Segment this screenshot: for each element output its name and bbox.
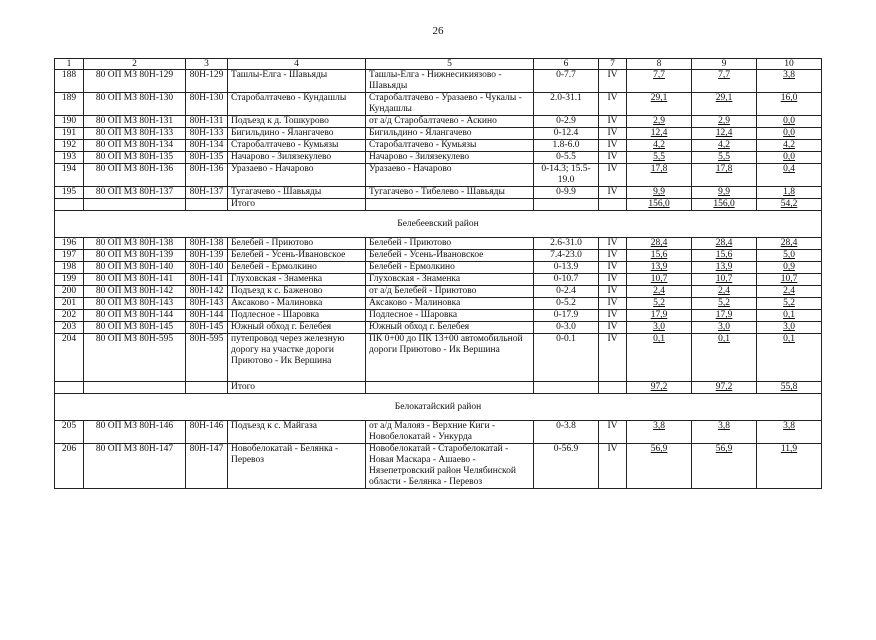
- row-number: 197: [55, 250, 84, 262]
- row-number: 191: [55, 128, 84, 140]
- road-id: 80Н-138: [186, 238, 228, 250]
- category: IV: [599, 128, 627, 140]
- length-value: 2,4: [692, 286, 757, 298]
- length-paved: 2,4: [757, 286, 822, 298]
- row-number: 200: [55, 286, 84, 298]
- length-value: 13,9: [692, 262, 757, 274]
- roads-table: [54, 58, 822, 489]
- length-total: 12,4: [627, 128, 692, 140]
- road-name: Южный обход г. Белебея: [228, 322, 366, 334]
- road-name: Старобалтачево - Кундашлы: [228, 93, 366, 116]
- row-number: 193: [55, 152, 84, 164]
- km-range: 0-0.1: [534, 334, 599, 382]
- road-code: 80 ОП МЗ 80Н-137: [84, 187, 186, 199]
- table-row: [55, 298, 822, 310]
- length-value: 5,2: [692, 298, 757, 310]
- length-value: 12,4: [692, 128, 757, 140]
- road-name: Начарово - Зилязекулево: [228, 152, 366, 164]
- row-number: 199: [55, 274, 84, 286]
- length-paved: 0,1: [757, 334, 822, 382]
- row-number: 204: [55, 334, 84, 382]
- category: IV: [599, 187, 627, 199]
- row-number: 205: [55, 421, 84, 444]
- col-header: 5: [366, 59, 534, 70]
- road-name: Старобалтачево - Кумьязы: [228, 140, 366, 152]
- category: IV: [599, 334, 627, 382]
- road-id: 80Н-139: [186, 250, 228, 262]
- row-number: 203: [55, 322, 84, 334]
- length-value: 7,7: [692, 70, 757, 93]
- district-title: Белокатайский район: [55, 394, 822, 421]
- road-route: от а/д Старобалтачево - Аскино: [366, 116, 534, 128]
- road-route: Старобалтачево - Кумьязы: [366, 140, 534, 152]
- km-range: 0-5.5: [534, 152, 599, 164]
- table-row: [55, 70, 822, 93]
- length-paved: 3,0: [757, 322, 822, 334]
- road-code: 80 ОП МЗ 80Н-143: [84, 298, 186, 310]
- length-value: 3,8: [692, 421, 757, 444]
- length-paved: 10,7: [757, 274, 822, 286]
- road-id: 80Н-140: [186, 262, 228, 274]
- road-id: 80Н-136: [186, 164, 228, 187]
- length-total: 5,2: [627, 298, 692, 310]
- road-id: 80Н-135: [186, 152, 228, 164]
- km-range: 0-7.7: [534, 70, 599, 93]
- length-total: 15,6: [627, 250, 692, 262]
- table-row: [55, 187, 822, 199]
- length-total: 5,5: [627, 152, 692, 164]
- length-value: 15,6: [692, 250, 757, 262]
- road-route: Аксаково - Малиновка: [366, 298, 534, 310]
- category: IV: [599, 286, 627, 298]
- length-paved: 16,0: [757, 93, 822, 116]
- total-label: Итого: [228, 382, 366, 394]
- row-number: 198: [55, 262, 84, 274]
- category: IV: [599, 310, 627, 322]
- total-label: Итого: [228, 199, 366, 211]
- length-paved: 4,2: [757, 140, 822, 152]
- road-route: Новобелокатай - Старобелокатай - Новая Маскара - Ашаево - Нязепетровский район Челябинской области - Белянка - Перевоз: [366, 444, 534, 489]
- col-header: 2: [84, 59, 186, 70]
- km-range: 0-3.8: [534, 421, 599, 444]
- road-code: 80 ОП МЗ 80Н-133: [84, 128, 186, 140]
- road-name: Бигильдино - Ялангачево: [228, 128, 366, 140]
- km-range: 0-56.9: [534, 444, 599, 489]
- km-range: 0-12.4: [534, 128, 599, 140]
- km-range: 0-13.9: [534, 262, 599, 274]
- length-value: 56,9: [692, 444, 757, 489]
- table-row: [55, 250, 822, 262]
- category: IV: [599, 116, 627, 128]
- total-value: 97,2: [692, 382, 757, 394]
- road-code: 80 ОП МЗ 80Н-146: [84, 421, 186, 444]
- length-value: 2,9: [692, 116, 757, 128]
- length-paved: 1,8: [757, 187, 822, 199]
- total-paved: 55,8: [757, 382, 822, 394]
- km-range: 0-9.9: [534, 187, 599, 199]
- table-body: [55, 70, 822, 489]
- category: IV: [599, 140, 627, 152]
- category: IV: [599, 152, 627, 164]
- km-range: 0-10.7: [534, 274, 599, 286]
- road-code: 80 ОП МЗ 80Н-138: [84, 238, 186, 250]
- road-name: Белебей - Ермолкино: [228, 262, 366, 274]
- road-name: Подлесное - Шаровка: [228, 310, 366, 322]
- road-id: 80Н-131: [186, 116, 228, 128]
- table-row: [55, 286, 822, 298]
- road-code: 80 ОП МЗ 80Н-140: [84, 262, 186, 274]
- road-code: 80 ОП МЗ 80Н-139: [84, 250, 186, 262]
- length-total: 2,4: [627, 286, 692, 298]
- length-total: 29,1: [627, 93, 692, 116]
- road-route: Подлесное - Шаровка: [366, 310, 534, 322]
- empty-cell: [599, 382, 627, 394]
- road-id: 80Н-142: [186, 286, 228, 298]
- length-total: 7,7: [627, 70, 692, 93]
- road-name: Подъезд к с. Баженово: [228, 286, 366, 298]
- road-name: Новобелокатай - Белянка - Перевоз: [228, 444, 366, 489]
- road-id: 80Н-134: [186, 140, 228, 152]
- road-name: Белебей - Усень-Ивановское: [228, 250, 366, 262]
- length-paved: 0,0: [757, 128, 822, 140]
- km-range: 0-3.0: [534, 322, 599, 334]
- road-code: 80 ОП МЗ 80Н-595: [84, 334, 186, 382]
- road-route: от а/д Малояз - Верхние Киги - Новобелокатай - Ункурда: [366, 421, 534, 444]
- empty-cell: [599, 199, 627, 211]
- road-id: 80Н-133: [186, 128, 228, 140]
- empty-cell: [55, 199, 84, 211]
- length-paved: 5,0: [757, 250, 822, 262]
- length-value: 17,8: [692, 164, 757, 187]
- length-total: 9,9: [627, 187, 692, 199]
- length-paved: 0,1: [757, 310, 822, 322]
- road-name: Подъезд к с. Майгаза: [228, 421, 366, 444]
- row-number: 190: [55, 116, 84, 128]
- road-name: Тугагачево - Шавьяды: [228, 187, 366, 199]
- length-paved: 0,0: [757, 152, 822, 164]
- table-row: [55, 238, 822, 250]
- road-route: Ташлы-Елга - Нижнесикиязово - Шавьяды: [366, 70, 534, 93]
- road-route: Белебей - Ермолкино: [366, 262, 534, 274]
- length-paved: 0,9: [757, 262, 822, 274]
- empty-cell: [534, 199, 599, 211]
- road-code: 80 ОП МЗ 80Н-131: [84, 116, 186, 128]
- length-value: 9,9: [692, 187, 757, 199]
- length-paved: 3,8: [757, 421, 822, 444]
- road-code: 80 ОП МЗ 80Н-130: [84, 93, 186, 116]
- road-id: 80Н-130: [186, 93, 228, 116]
- road-route: Бигильдино - Ялангачево: [366, 128, 534, 140]
- category: IV: [599, 70, 627, 93]
- category: IV: [599, 164, 627, 187]
- road-id: 80Н-146: [186, 421, 228, 444]
- road-name: Ташлы-Елга - Шавьяды: [228, 70, 366, 93]
- row-number: 194: [55, 164, 84, 187]
- category: IV: [599, 444, 627, 489]
- length-value: 4,2: [692, 140, 757, 152]
- total-paved: 54,2: [757, 199, 822, 211]
- table-row: [55, 421, 822, 444]
- length-value: 3,0: [692, 322, 757, 334]
- road-id: 80Н-141: [186, 274, 228, 286]
- length-total: 2,9: [627, 116, 692, 128]
- total-value: 156,0: [692, 199, 757, 211]
- length-total: 56,9: [627, 444, 692, 489]
- category: IV: [599, 274, 627, 286]
- road-code: 80 ОП МЗ 80Н-147: [84, 444, 186, 489]
- road-route: Белебей - Приютово: [366, 238, 534, 250]
- col-header: 1: [55, 59, 84, 70]
- length-total: 17,8: [627, 164, 692, 187]
- road-code: 80 ОП МЗ 80Н-142: [84, 286, 186, 298]
- km-range: 7.4-23.0: [534, 250, 599, 262]
- road-name: Глуховская - Знаменка: [228, 274, 366, 286]
- category: IV: [599, 250, 627, 262]
- km-range: 0-5.2: [534, 298, 599, 310]
- district-row: [55, 211, 822, 238]
- empty-cell: [186, 382, 228, 394]
- road-route: ПК 0+00 до ПК 13+00 автомобильной дороги Приютово - Ик Вершина: [366, 334, 534, 382]
- length-total: 28,4: [627, 238, 692, 250]
- length-paved: 3,8: [757, 70, 822, 93]
- total-length: 156,0: [627, 199, 692, 211]
- length-paved: 5,2: [757, 298, 822, 310]
- road-code: 80 ОП МЗ 80Н-141: [84, 274, 186, 286]
- col-header: 7: [599, 59, 627, 70]
- empty-cell: [534, 382, 599, 394]
- length-paved: 0,0: [757, 116, 822, 128]
- table-row: [55, 444, 822, 489]
- road-name: Подъезд к д. Тошкурово: [228, 116, 366, 128]
- category: IV: [599, 262, 627, 274]
- total-row: [55, 199, 822, 211]
- road-id: 80Н-147: [186, 444, 228, 489]
- road-route: Южный обход г. Белебея: [366, 322, 534, 334]
- length-value: 28,4: [692, 238, 757, 250]
- road-name: путепровод через железную дорогу на участке дороги Приютово - Ик Вершина: [228, 334, 366, 382]
- road-route: от а/д Белебей - Приютово: [366, 286, 534, 298]
- length-total: 3,8: [627, 421, 692, 444]
- km-range: 0-2.9: [534, 116, 599, 128]
- empty-cell: [366, 382, 534, 394]
- col-header: 4: [228, 59, 366, 70]
- road-name: Аксаково - Малиновка: [228, 298, 366, 310]
- table-row: [55, 334, 822, 382]
- length-paved: 11,9: [757, 444, 822, 489]
- category: IV: [599, 421, 627, 444]
- table-row: [55, 322, 822, 334]
- km-range: 2.6-31.0: [534, 238, 599, 250]
- empty-cell: [366, 199, 534, 211]
- row-number: 196: [55, 238, 84, 250]
- road-id: 80Н-129: [186, 70, 228, 93]
- table-row: [55, 116, 822, 128]
- length-total: 10,7: [627, 274, 692, 286]
- road-id: 80Н-143: [186, 298, 228, 310]
- km-range: 1.8-6.0: [534, 140, 599, 152]
- table-row: [55, 128, 822, 140]
- district-row: [55, 394, 822, 421]
- row-number: 188: [55, 70, 84, 93]
- col-header: 8: [627, 59, 692, 70]
- km-range: 0-17.9: [534, 310, 599, 322]
- length-total: 17,9: [627, 310, 692, 322]
- row-number: 202: [55, 310, 84, 322]
- page-number: 26: [432, 25, 444, 37]
- category: IV: [599, 298, 627, 310]
- length-total: 13,9: [627, 262, 692, 274]
- road-route: Белебей - Усень-Ивановское: [366, 250, 534, 262]
- table-row: [55, 274, 822, 286]
- road-id: 80Н-137: [186, 187, 228, 199]
- road-code: 80 ОП МЗ 80Н-145: [84, 322, 186, 334]
- road-name: Уразаево - Начарово: [228, 164, 366, 187]
- road-route: Тугагачево - Тибелево - Шавьяды: [366, 187, 534, 199]
- length-total: 4,2: [627, 140, 692, 152]
- length-total: 3,0: [627, 322, 692, 334]
- col-header: 3: [186, 59, 228, 70]
- road-code: 80 ОП МЗ 80Н-144: [84, 310, 186, 322]
- row-number: 201: [55, 298, 84, 310]
- km-range: 0-2.4: [534, 286, 599, 298]
- table-row: [55, 310, 822, 322]
- table-row: [55, 93, 822, 116]
- length-value: 5,5: [692, 152, 757, 164]
- header-row: [55, 59, 822, 70]
- category: IV: [599, 238, 627, 250]
- row-number: 189: [55, 93, 84, 116]
- length-paved: 28,4: [757, 238, 822, 250]
- length-value: 10,7: [692, 274, 757, 286]
- empty-cell: [84, 382, 186, 394]
- road-id: 80Н-144: [186, 310, 228, 322]
- length-paved: 0,4: [757, 164, 822, 187]
- table-row: [55, 140, 822, 152]
- total-row: [55, 382, 822, 394]
- table-row: [55, 262, 822, 274]
- road-route: Начарово - Зилязекулево: [366, 152, 534, 164]
- table-row: [55, 152, 822, 164]
- road-code: 80 ОП МЗ 80Н-136: [84, 164, 186, 187]
- road-code: 80 ОП МЗ 80Н-134: [84, 140, 186, 152]
- road-route: Старобалтачево - Уразаево - Чукалы - Кундашлы: [366, 93, 534, 116]
- length-value: 0,1: [692, 334, 757, 382]
- road-code: 80 ОП МЗ 80Н-129: [84, 70, 186, 93]
- road-code: 80 ОП МЗ 80Н-135: [84, 152, 186, 164]
- row-number: 192: [55, 140, 84, 152]
- total-length: 97,2: [627, 382, 692, 394]
- road-id: 80Н-595: [186, 334, 228, 382]
- col-header: 9: [692, 59, 757, 70]
- district-title: Белебеевский район: [55, 211, 822, 238]
- empty-cell: [186, 199, 228, 211]
- road-route: Глуховская - Знаменка: [366, 274, 534, 286]
- row-number: 195: [55, 187, 84, 199]
- length-value: 29,1: [692, 93, 757, 116]
- col-header: 6: [534, 59, 599, 70]
- empty-cell: [55, 382, 84, 394]
- row-number: 206: [55, 444, 84, 489]
- km-range: 2.0-31.1: [534, 93, 599, 116]
- table-row: [55, 164, 822, 187]
- road-id: 80Н-145: [186, 322, 228, 334]
- empty-cell: [84, 199, 186, 211]
- km-range: 0-14.3; 15.5-19.0: [534, 164, 599, 187]
- category: IV: [599, 322, 627, 334]
- col-header: 10: [757, 59, 822, 70]
- road-route: Уразаево - Начарово: [366, 164, 534, 187]
- length-value: 17,9: [692, 310, 757, 322]
- road-name: Белебей - Приютово: [228, 238, 366, 250]
- category: IV: [599, 93, 627, 116]
- length-total: 0,1: [627, 334, 692, 382]
